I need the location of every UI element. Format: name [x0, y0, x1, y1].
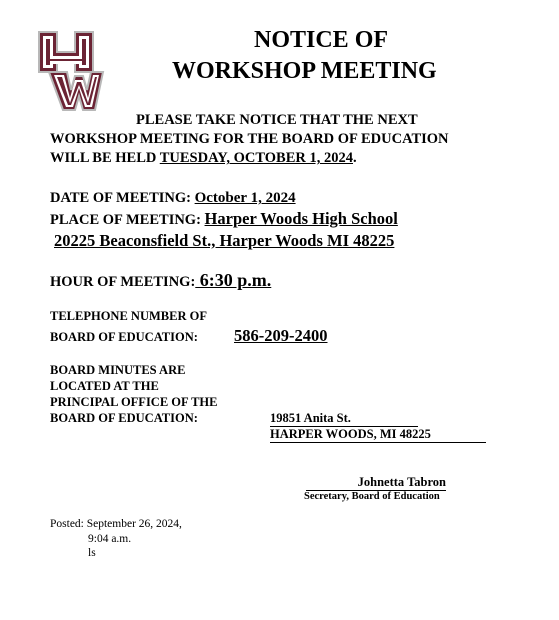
date-value: October 1, 2024: [194, 190, 296, 206]
minutes-line-4: BOARD OF EDUCATION:: [50, 411, 198, 425]
posted-line-2: 9:04 a.m.: [88, 533, 132, 545]
signature-name: Johnetta Tabron: [306, 475, 446, 491]
notice-line-3-suffix: .: [353, 150, 357, 166]
place-address: 20225 Beaconsfield St., Harper Woods MI 48225: [54, 231, 395, 250]
place-row: [50, 209, 398, 229]
minutes-line-2: LOCATED AT THE: [50, 379, 159, 393]
hour-value: 6:30 p.m.: [195, 270, 272, 290]
notice-meeting-date: TUESDAY, OCTOBER 1, 2024: [159, 150, 353, 166]
date-label: DATE OF MEETING:: [50, 190, 195, 206]
posted-line-3: ls: [88, 547, 96, 559]
date-row: [50, 189, 296, 207]
hour-label: HOUR OF MEETING:: [50, 274, 196, 290]
place-label: PLACE OF MEETING:: [50, 212, 205, 228]
minutes-address-2: HARPER WOODS, MI 48225: [270, 427, 486, 443]
minutes-address-1: 19851 Anita St.: [270, 411, 418, 427]
minutes-line-1: BOARD MINUTES ARE: [50, 363, 186, 377]
notice-line-3: [50, 149, 357, 168]
notice-line-3-prefix: WILL BE HELD: [50, 150, 160, 166]
hour-row: [50, 270, 271, 291]
notice-line-1: PLEASE TAKE NOTICE THAT THE NEXT: [136, 112, 418, 128]
minutes-line-3: PRINCIPAL OFFICE OF THE: [50, 395, 218, 409]
title-line-1: NOTICE OF: [254, 27, 389, 53]
phone-label-2: BOARD OF EDUCATION:: [50, 330, 198, 344]
phone-label-1: TELEPHONE NUMBER OF: [50, 309, 207, 323]
posted-line-1: Posted: September 26, 2024,: [50, 518, 182, 530]
place-value: Harper Woods High School: [204, 209, 398, 228]
hw-logo: [37, 30, 105, 112]
notice-line-2: WORKSHOP MEETING FOR THE BOARD OF EDUCATION: [50, 131, 449, 147]
signature-title: Secretary, Board of Education: [304, 491, 440, 502]
phone-value: 586-209-2400: [234, 326, 328, 345]
title-line-2: WORKSHOP MEETING: [172, 58, 437, 84]
